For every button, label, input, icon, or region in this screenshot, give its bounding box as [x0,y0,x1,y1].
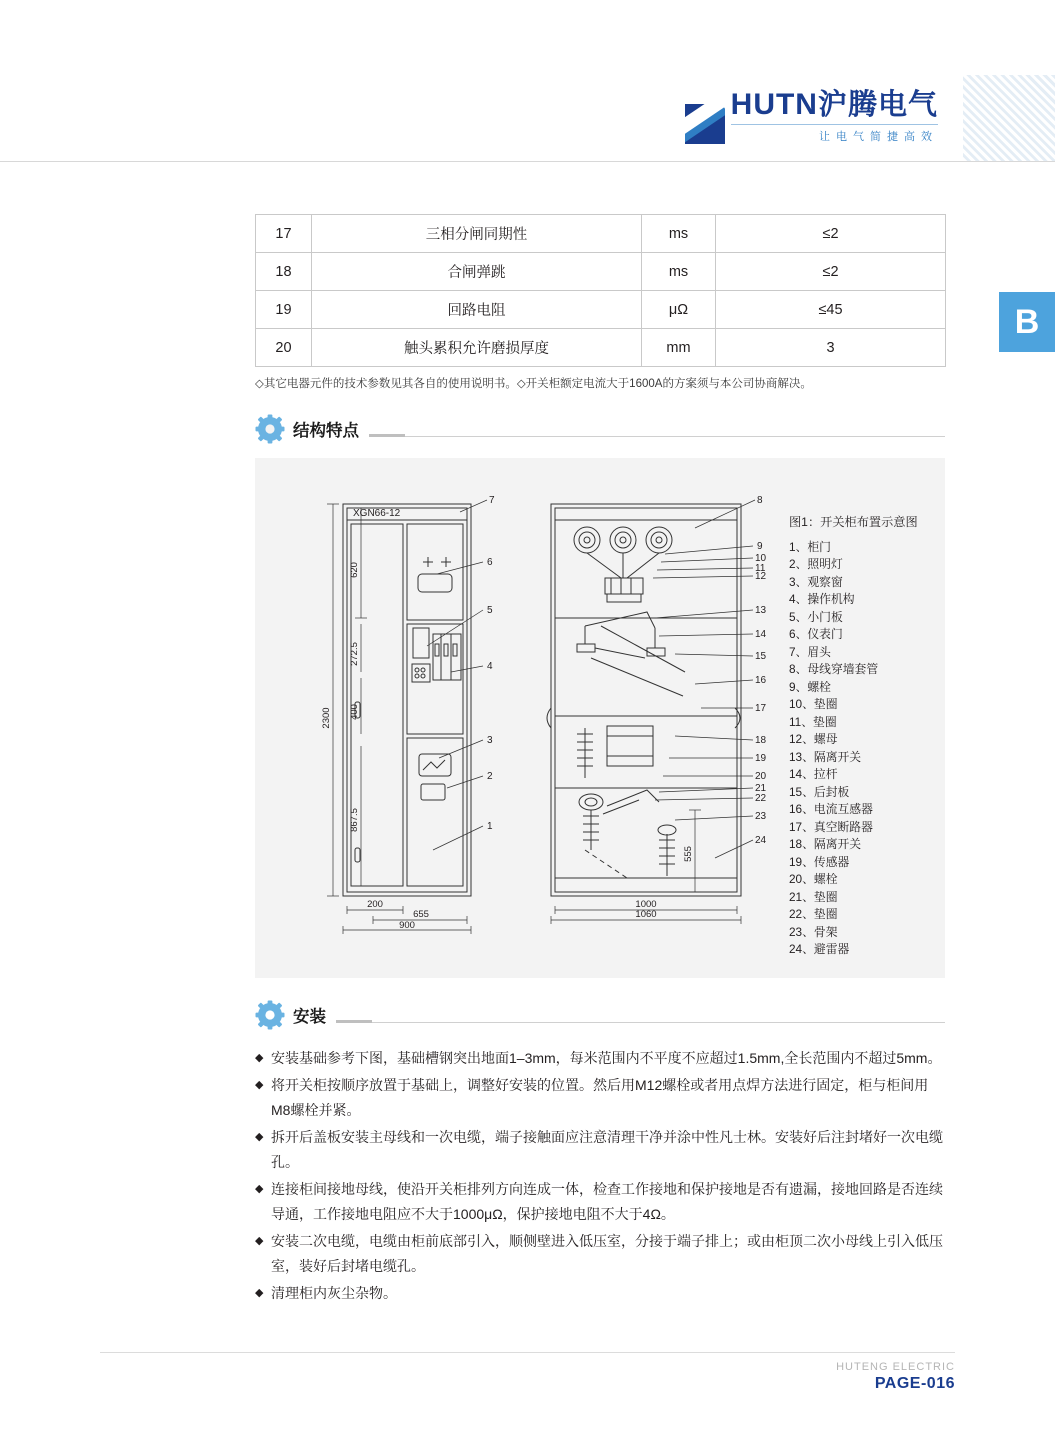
list-item-text: 安装基础参考下图，基础槽钢突出地面1–3mm，每米范围内不平度不应超过1.5mm,全长范围内不超过5mm。 [271,1050,942,1066]
legend-item: 11、垫圈 [789,714,837,729]
list-item-text: 拆开后盖板安装主母线和一次电缆，端子接触面应注意清理干净并涂中性凡士林。安装好后注封堵好一次电缆孔。 [271,1129,943,1170]
gear-icon [255,1000,285,1030]
svg-text:8: 8 [757,495,763,506]
table-row [256,329,946,367]
legend-item: 14、拉杆 [789,767,838,781]
row-unit: μΩ [642,291,716,329]
page-footer [100,1352,955,1393]
list-item-text: 连接柜间接地母线，使沿开关柜排列方向连成一体，检查工作接地和保护接地是否有遗漏，接地回路是否连续导通，工作接地电阻应不大于1000μΩ，保护接地电阻不大于4Ω。 [271,1181,943,1222]
diamond-bullet-icon: ◆ [255,1131,264,1143]
row-value: ≤2 [716,215,946,253]
svg-text:555: 555 [683,846,694,862]
legend-item: 5、小门板 [789,609,843,624]
list-item-text: 安装二次电缆，电缆由柜前底部引入，顺侧壁进入低压室，分接于端子排上；或由柜顶二次小母线上引入低压室，装好后封堵电缆孔。 [271,1233,943,1274]
svg-text:12: 12 [755,571,767,582]
section-header-structure [255,412,945,446]
list-item [255,1281,945,1306]
svg-text:11: 11 [755,563,766,574]
svg-text:1000: 1000 [635,899,657,910]
row-value: 3 [716,329,946,367]
row-value: ≤45 [716,291,946,329]
list-item-text: 清理柜内灰尘杂物。 [271,1285,397,1301]
legend-item: 15、后封板 [789,784,850,799]
logo-slogan: 让电气简捷高效 [731,124,938,144]
legend-item: 19、传感器 [789,854,850,869]
row-unit: ms [642,253,716,291]
list-item [255,1073,945,1123]
svg-text:24: 24 [755,835,767,846]
legend-item: 2、照明灯 [789,557,843,571]
logo-chinese-text: 沪腾电气 [817,89,938,121]
legend-item: 4、操作机构 [789,592,855,606]
spec-table [255,214,946,367]
logo-latin-text: HUTN [730,88,818,121]
row-unit: ms [642,215,716,253]
row-name: 触头累积允许磨损厚度 [312,329,642,367]
legend-item: 16、电流互感器 [789,802,873,816]
svg-text:620: 620 [349,562,360,578]
svg-text:18: 18 [755,735,767,746]
list-item-text: 将开关柜按顺序放置于基础上，调整好安装的位置。然后用M12螺栓或者用点焊方法进行固定，柜与柜间用M8螺栓并紧。 [271,1077,929,1118]
svg-text:15: 15 [755,651,767,662]
legend-item: 22、垫圈 [789,907,838,921]
svg-text:21: 21 [755,783,767,794]
svg-text:22: 22 [755,793,767,804]
legend-item: 21、垫圈 [789,889,838,904]
legend-item: 10、垫圈 [789,697,838,711]
footer-brand: HUTENG ELECTRIC [836,1361,955,1373]
svg-text:7: 7 [489,495,495,506]
row-no: 19 [256,291,312,329]
legend-item: 1、柜门 [789,539,831,554]
svg-text:23: 23 [755,811,767,822]
footer-page-number: PAGE-016 [874,1375,955,1392]
row-unit: mm [642,329,716,367]
section-tab-b: B [999,292,1055,352]
svg-text:2300: 2300 [321,707,332,729]
diamond-bullet-icon: ◆ [255,1079,264,1091]
row-name: 合闸弹跳 [312,253,642,291]
legend-item: 24、避雷器 [789,942,850,956]
svg-text:900: 900 [399,920,415,931]
diamond-bullet-icon: ◆ [255,1287,264,1299]
svg-text:20: 20 [755,771,767,782]
list-item [255,1125,945,1175]
svg-text:17: 17 [755,703,767,714]
diamond-bullet-icon: ◆ [255,1183,264,1195]
legend-item: 18、隔离开关 [789,837,862,851]
list-item [255,1229,945,1279]
figure-legend [789,514,918,959]
svg-text:9: 9 [757,541,763,552]
legend-item: 6、仪表门 [789,627,843,641]
table-row [256,215,946,253]
svg-text:19: 19 [755,753,767,764]
row-value: ≤2 [716,253,946,291]
row-name: 三相分闸同期性 [312,215,642,253]
legend-item: 12、螺母 [789,732,838,746]
svg-text:6: 6 [487,557,493,568]
header-hatch-decoration [963,75,1055,161]
legend-item: 7、眉头 [789,644,831,659]
logo-mark-icon [685,104,725,144]
svg-text:1060: 1060 [635,909,657,920]
legend-item: 8、母线穿墙套管 [789,662,879,676]
table-note: ◇其它电器元件的技术参数见其各自的使用说明书。◇开关柜额定电流大于1600A的方案须与本公司协商解决。 [255,378,812,390]
page-content [255,214,945,1308]
figure-caption: 图1：开关柜布置示意图 [789,515,918,529]
legend-item: 20、螺栓 [789,872,838,886]
legend-item: 13、隔离开关 [789,749,862,764]
section-header-install [255,998,945,1032]
section-divider [336,1022,945,1023]
svg-text:14: 14 [755,629,767,640]
diamond-bullet-icon: ◆ [255,1052,264,1064]
svg-text:400: 400 [349,704,360,720]
legend-item: 9、螺栓 [789,679,831,694]
svg-text:200: 200 [367,899,383,910]
svg-text:2: 2 [487,771,493,782]
row-no: 18 [256,253,312,291]
svg-text:655: 655 [413,909,429,920]
legend-item: 3、观察窗 [789,574,843,589]
company-logo [685,84,938,144]
svg-text:272.5: 272.5 [349,642,360,666]
install-instructions-list [255,1046,945,1306]
page-header [0,0,1055,162]
svg-text:4: 4 [487,661,493,672]
row-no: 17 [256,215,312,253]
section-divider [369,436,945,437]
svg-text:1: 1 [487,821,493,832]
row-name: 回路电阻 [312,291,642,329]
legend-item: 17、真空断路器 [789,819,873,834]
gear-icon [255,414,285,444]
svg-text:5: 5 [487,605,493,616]
legend-item: 23、骨架 [789,924,838,939]
table-row [256,291,946,329]
svg-text:10: 10 [755,553,767,564]
svg-text:13: 13 [755,605,767,616]
svg-text:16: 16 [755,675,767,686]
section-title-install: 安装 [293,1008,326,1026]
list-item [255,1046,945,1071]
figure-switchgear-layout [255,458,945,978]
svg-text:XGN66-12: XGN66-12 [353,508,401,519]
list-item [255,1177,945,1227]
svg-text:867.5: 867.5 [349,808,360,832]
svg-text:3: 3 [487,735,493,746]
diamond-bullet-icon: ◆ [255,1235,264,1247]
row-no: 20 [256,329,312,367]
table-row [256,253,946,291]
section-title-structure: 结构特点 [293,422,359,440]
